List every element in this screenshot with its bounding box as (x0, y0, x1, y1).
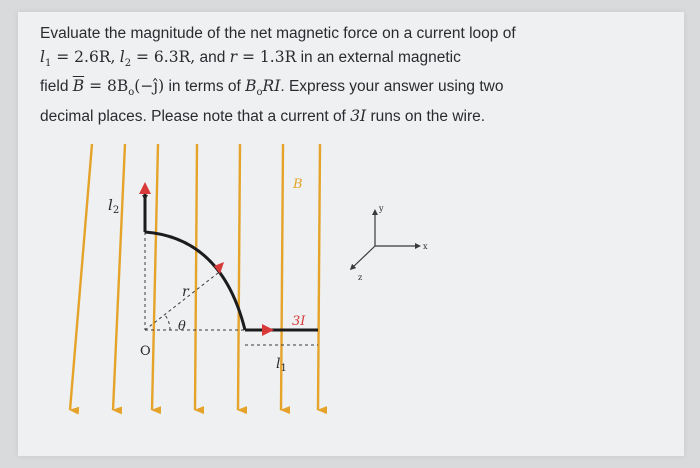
l1-subscript: 1 (44, 57, 52, 69)
l2-label: $l_2$ (108, 196, 120, 216)
l2-value: = 6.3R, (131, 47, 196, 66)
b-direction: (−ĵ) (134, 77, 165, 96)
b-vector-symbol: $\overline{B}$ (72, 77, 85, 96)
field-line-2 (113, 144, 125, 410)
l1-label: $l_1$ (276, 356, 287, 374)
r-symbol: r (229, 47, 238, 66)
field-line-3 (152, 144, 158, 410)
field-line-5 (238, 144, 240, 410)
b-subscript: o (128, 87, 135, 99)
r-value: = 1.3R (237, 47, 297, 66)
theta-label: θ (178, 319, 186, 334)
current-label: 3I (292, 314, 306, 329)
y-axis-label: y (379, 204, 384, 213)
z-axis (352, 246, 375, 268)
b-field-label: B (293, 177, 303, 192)
l1-symbol: l (40, 47, 45, 66)
bo-subscript: o (256, 87, 263, 99)
field-label: field (40, 78, 73, 96)
x-axis-label: x (423, 242, 428, 251)
ri-symbol: RI (262, 77, 281, 96)
question-line-3-tail: in terms of (164, 78, 246, 96)
z-axis-label: z (358, 273, 363, 282)
field-line-7 (318, 144, 320, 410)
origin-label: O (140, 344, 151, 359)
r-label: r (182, 284, 189, 300)
question-line-1-text: Evaluate the magnitude of the net magnetic force on a current loop of (40, 25, 516, 42)
coordinate-axes (352, 212, 418, 268)
field-line-1 (70, 144, 92, 410)
vertical-current-arrow (139, 182, 151, 194)
l2-symbol: l (119, 47, 125, 66)
question-line-3-end: . Express your answer using two (280, 78, 504, 96)
question-line-4-end: runs on the wire. (366, 107, 486, 125)
field-line-4 (195, 144, 197, 410)
l1-value: = 2.6R, (51, 47, 116, 66)
l2-subscript: 2 (124, 57, 132, 69)
bottom-current-arrow (262, 324, 274, 336)
current-symbol: 3I (350, 106, 367, 125)
theta-arc (165, 315, 170, 330)
bo-symbol: B (245, 77, 257, 96)
arc-current-arrow (214, 262, 224, 274)
question-line-4-text: decimal places. Please note that a current of (40, 107, 351, 125)
current-loop (145, 192, 318, 330)
b-equation: = 8B (84, 77, 129, 96)
question-line-2-tail: in an external magnetic (296, 48, 461, 66)
and-text: and (195, 48, 230, 66)
